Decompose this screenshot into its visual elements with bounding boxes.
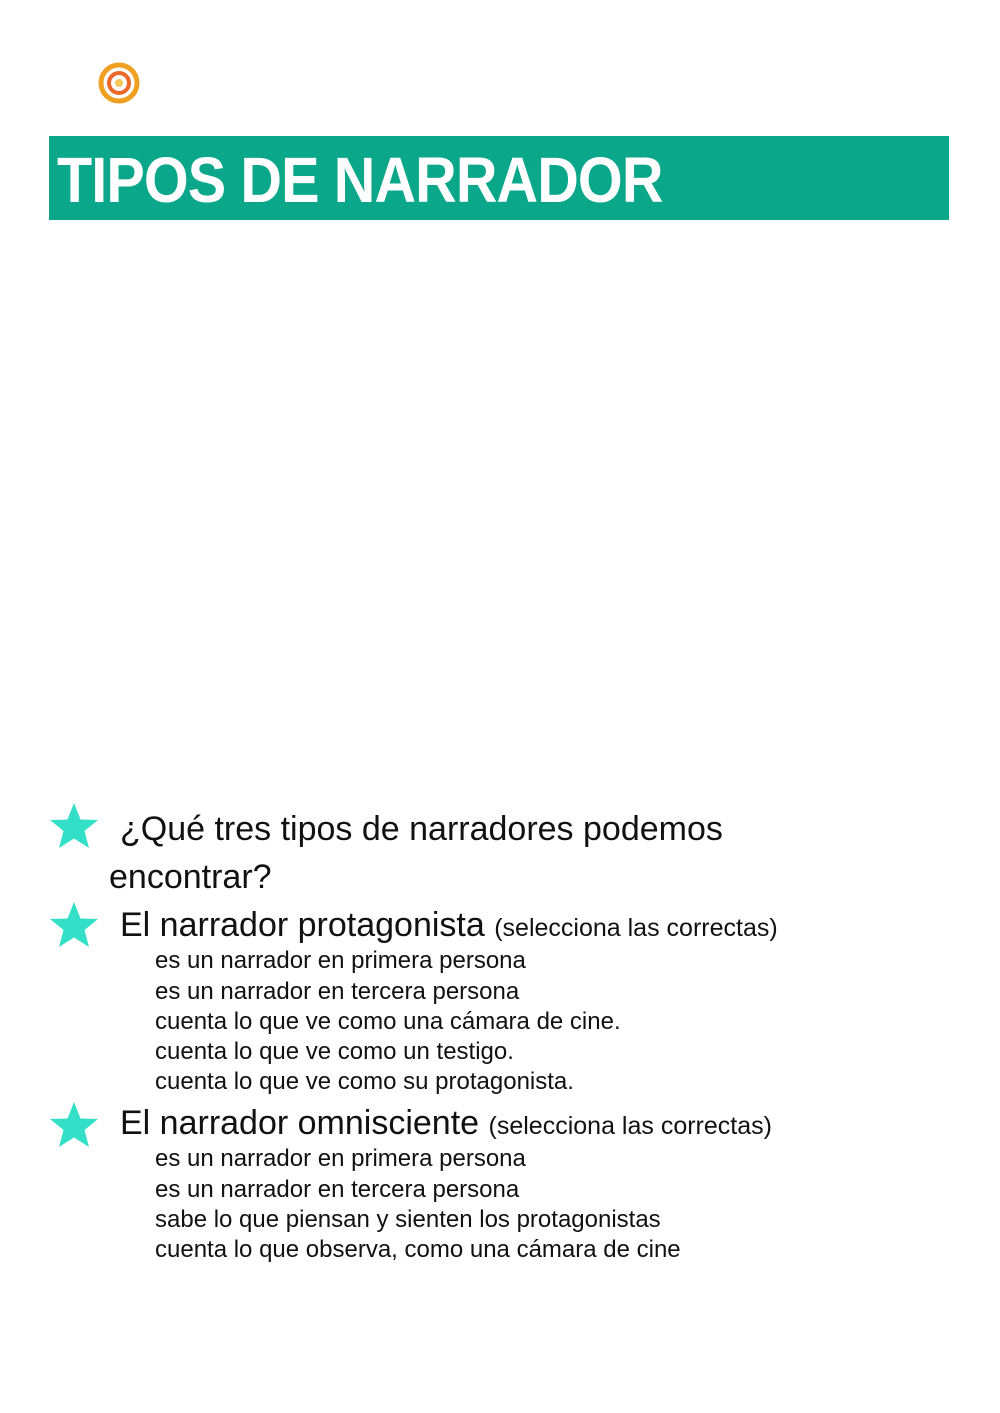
option-item[interactable]: es un narrador en tercera persona bbox=[155, 1176, 520, 1203]
question-1-line-1: ¿Qué tres tipos de narradores podemos bbox=[120, 810, 723, 848]
page-title: TIPOS DE NARRADOR bbox=[57, 144, 663, 216]
question-2-title: El narrador protagonista bbox=[120, 906, 485, 944]
question-3-heading bbox=[120, 1099, 772, 1150]
option-item[interactable]: es un narrador en primera persona bbox=[155, 947, 526, 974]
option-item[interactable]: cuenta lo que ve como su protagonista. bbox=[155, 1068, 574, 1095]
target-logo-icon bbox=[97, 61, 141, 105]
title-banner bbox=[49, 136, 949, 220]
question-2-heading bbox=[120, 901, 778, 952]
option-item[interactable]: es un narrador en tercera persona bbox=[155, 978, 520, 1005]
question-1-line-2: encontrar? bbox=[109, 858, 272, 896]
star-icon bbox=[48, 801, 100, 851]
star-icon bbox=[48, 1100, 100, 1150]
option-item[interactable]: sabe lo que piensan y sienten los protagonistas bbox=[155, 1206, 661, 1233]
option-item[interactable]: cuenta lo que ve como un testigo. bbox=[155, 1038, 514, 1065]
question-2-hint: (selecciona las correctas) bbox=[494, 914, 778, 942]
star-icon bbox=[48, 900, 100, 950]
option-item[interactable]: es un narrador en primera persona bbox=[155, 1145, 526, 1172]
question-3-title: El narrador omnisciente bbox=[120, 1104, 480, 1142]
option-item[interactable]: cuenta lo que ve como una cámara de cine. bbox=[155, 1008, 621, 1035]
option-item[interactable]: cuenta lo que observa, como una cámara de cine bbox=[155, 1236, 681, 1263]
question-3-hint: (selecciona las correctas) bbox=[488, 1112, 772, 1140]
